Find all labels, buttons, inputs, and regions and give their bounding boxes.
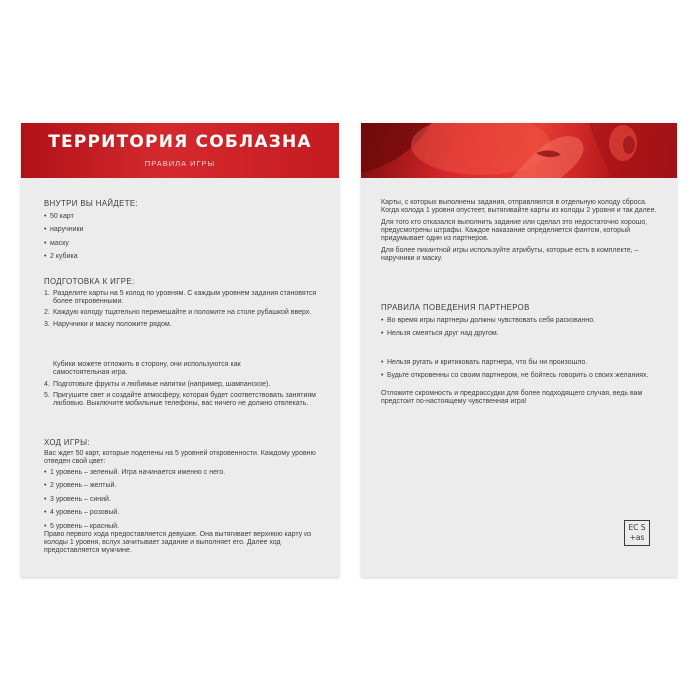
- game-intro: Вас ждет 50 карт, которые поделены на 5 уровней откровенности. Каждому уровню отведен свой цвет:: [44, 450, 316, 466]
- paragraph: Для более пикантной игры используйте атрибуты, которые есть в комплекте, – наручники и маску.: [381, 247, 639, 263]
- behavior-list-a: [381, 317, 663, 344]
- right-paragraphs: [381, 199, 663, 267]
- list-item: • 2 уровень – желтый.: [44, 482, 329, 490]
- paragraph: Для того кто отказался выполнить задание или сделал это недостаточно хорошо, предусмотрены штрафы. Каждое наказание определяется фантом, который придумывает один из партнеров.: [381, 218, 648, 243]
- prep-step: 2. Каждую колоду тщательно перемешайте и положите на столе рубашкой вверх.: [44, 309, 312, 317]
- list-item: • Будьте откровенны со своим партнером, не бойтесь говорить о своих желаниях.: [381, 372, 663, 380]
- list-item: • 5 уровень – красный.: [44, 523, 329, 531]
- list-item: • Во время игры партнеры должны чувствовать себя раскованно.: [381, 317, 663, 325]
- prep-steps: [44, 290, 329, 332]
- prep-step: 4. Подготовьте фрукты и любимые напитки (например, шампанское).: [44, 381, 271, 388]
- closing-text: Отложите скромность и предрассудки для более подходящего случая, ведь вам предстоит по-настоящему чувственная игра!: [381, 390, 643, 406]
- rules-page-left: [21, 123, 339, 577]
- behavior-list-b: [381, 359, 663, 386]
- list-item: • 4 уровень – розовый.: [44, 509, 329, 517]
- prep-steps-continued: [44, 381, 329, 412]
- inside-heading: ВНУТРИ ВЫ НАЙДЕТЕ:: [44, 199, 139, 208]
- inside-list: [44, 213, 324, 267]
- level-list: [44, 469, 329, 536]
- prep-heading: ПОДГОТОВКА К ИГРЕ:: [44, 277, 135, 286]
- rules-page-right: [361, 123, 677, 577]
- photo-image: [361, 123, 677, 178]
- prep-step: 1. Разделите карты на 5 колод по уровням. С каждым уровнем задания становятся более откровенными.: [44, 290, 317, 306]
- paragraph: Карты, с которых выполнены задания, отправляются в отдельную колоду сброса. Когда колода 1 уровня опустеет, вытягивайте карты из колоды 2 уровня и так далее.: [381, 199, 657, 215]
- game-outro: Право первого хода предоставляется девушке. Она вытягивает верхнюю карту из колоды 1 уровня, вслух зачитывает задание и выполняет его. Далее ход предоставляется мужчине.: [44, 531, 312, 555]
- behavior-heading: ПРАВИЛА ПОВЕДЕНИЯ ПАРТНЕРОВ: [381, 303, 530, 312]
- game-heading: ХОД ИГРЫ:: [44, 438, 90, 447]
- list-item: • 50 карт: [44, 213, 324, 221]
- dice-note: Кубики можете отложить в сторону, они используются как самостоятельная игра.: [53, 361, 241, 377]
- couple-photo: [361, 123, 677, 178]
- list-item: • Нельзя смеяться друг над другом.: [381, 330, 663, 338]
- list-item: • Нельзя ругать и критиковать партнера, что бы ни произошло.: [381, 359, 663, 367]
- page-subtitle: ПРАВИЛА ИГРЫ: [144, 159, 216, 168]
- list-item: • 3 уровень – синий.: [44, 496, 329, 504]
- list-item: • наручники: [44, 226, 324, 234]
- page-title: ТЕРРИТОРИЯ СОБЛАЗНА: [48, 132, 312, 152]
- list-item: • 2 кубика: [44, 253, 324, 261]
- ecstas-logo: EC S +as: [624, 520, 650, 546]
- list-item: • маску: [44, 240, 324, 248]
- title-banner: [21, 123, 339, 178]
- prep-step: 5. Пригушите свет и создайте атмосферу, которая будет соответствовать занятиям любовью. Выключите мобильные телефоны, вас ничего не должно отвлекать.: [44, 392, 316, 408]
- prep-step: 3. Наручники и маску положите рядом.: [44, 320, 172, 328]
- list-item: • 1 уровень – зеленый. Игра начинается именно с него.: [44, 469, 329, 477]
